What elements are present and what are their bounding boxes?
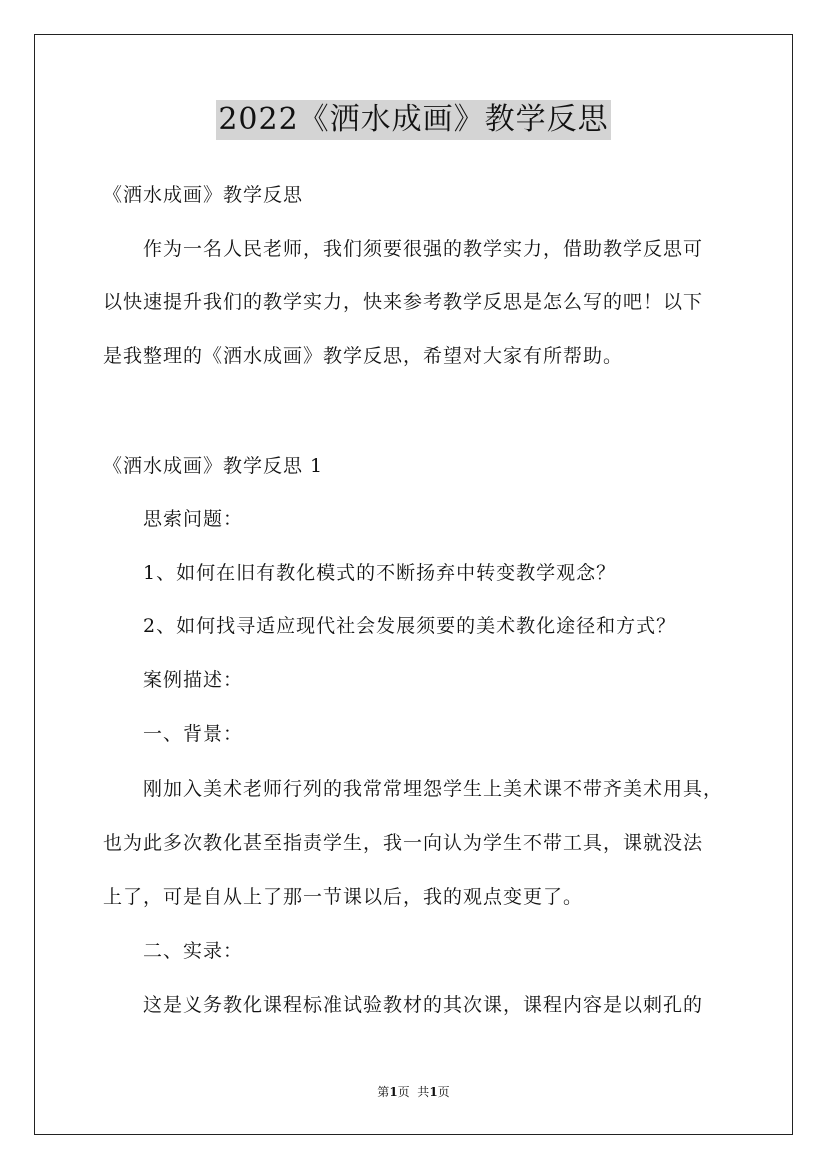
document-title: 2022《洒水成画》教学反思 bbox=[216, 100, 610, 140]
intro-line-2: 以快速提升我们的教学实力，快来参考教学反思是怎么写的吧！以下 bbox=[103, 291, 704, 313]
record-line-1: 这是义务教化课程标准试验教材的其次课，课程内容是以刺孔的 bbox=[143, 994, 704, 1016]
footer-page-prefix: 第 bbox=[377, 1085, 390, 1099]
intro-line-1: 作为一名人民老师，我们须要很强的教学实力，借助教学反思可 bbox=[143, 238, 704, 260]
background-line-1: 刚加入美术老师行列的我常常埋怨学生上美术课不带齐美术用具， bbox=[143, 778, 724, 800]
background-line-3: 上了，可是自从上了那一节课以后，我的观点变更了。 bbox=[103, 886, 584, 908]
background-label: 一、背景： bbox=[143, 723, 244, 745]
intro-line-3: 是我整理的《洒水成画》教学反思，希望对大家有所帮助。 bbox=[103, 345, 624, 367]
footer-page-number: 1 bbox=[389, 1085, 398, 1099]
question-2: 2、如何找寻适应现代社会发展须要的美术教化途径和方式？ bbox=[143, 615, 677, 637]
document-title-wrap bbox=[0, 100, 827, 140]
footer-page-total: 1 bbox=[429, 1085, 438, 1099]
record-label: 二、实录： bbox=[143, 940, 244, 962]
subtitle: 《洒水成画》教学反思 bbox=[103, 184, 304, 206]
footer-page-suffix: 页 bbox=[437, 1085, 450, 1099]
background-line-2: 也为此多次教化甚至指责学生，我一向认为学生不带工具，课就没法 bbox=[103, 832, 704, 854]
case-label: 案例描述： bbox=[143, 669, 244, 691]
question-1: 1、如何在旧有教化模式的不断扬弃中转变教学观念？ bbox=[143, 562, 617, 584]
footer-page-mid: 页 共 bbox=[397, 1085, 430, 1099]
questions-label: 思索问题： bbox=[143, 508, 244, 530]
page-footer bbox=[0, 1084, 827, 1100]
section-heading: 《洒水成画》教学反思 1 bbox=[103, 455, 324, 477]
